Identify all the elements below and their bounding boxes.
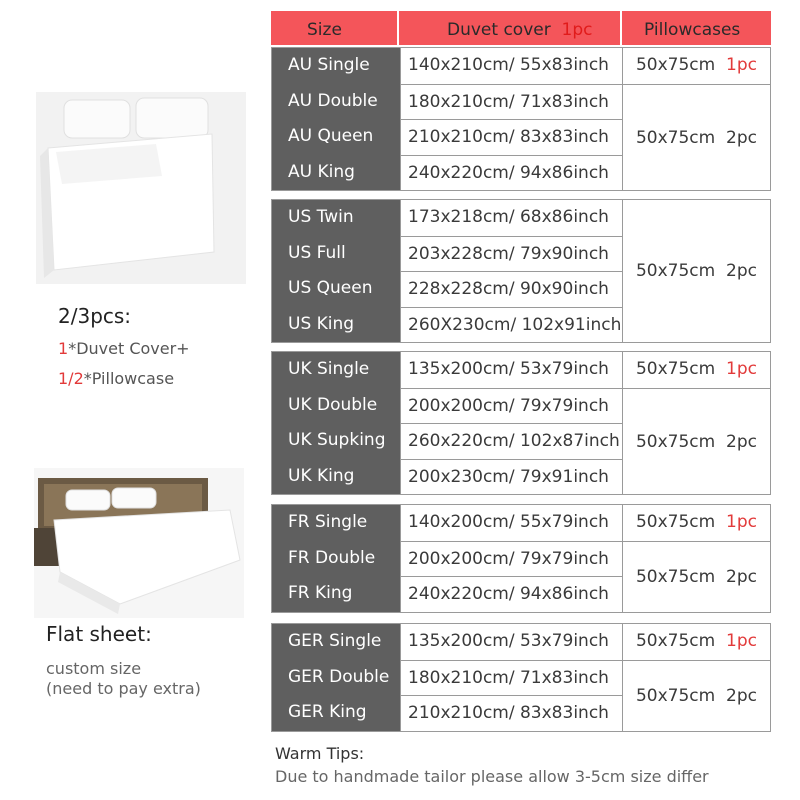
- set-duvet-line: [58, 339, 190, 358]
- size-name-cell: UK King: [288, 465, 355, 486]
- flat-sheet-note-1: custom size: [46, 659, 142, 678]
- pillowcase-cell: [623, 660, 770, 731]
- size-group: [271, 351, 771, 495]
- duvet-label: *Duvet Cover+: [68, 339, 190, 358]
- header-size: Size: [271, 11, 397, 45]
- set-pillow-line: [58, 369, 174, 388]
- duvet-set-image: [36, 92, 246, 284]
- duvet-size-cell: 135x200cm/ 53x79inch: [400, 624, 623, 660]
- pillowcase-cell: [623, 48, 770, 84]
- duvet-size-cell: 210x210cm/ 83x83inch: [400, 119, 623, 155]
- pillowcase-cell: [623, 541, 770, 612]
- size-name-cell: FR Single: [288, 512, 368, 532]
- header-duvet-qty: 1pc: [561, 20, 593, 40]
- size-group: [271, 199, 771, 343]
- size-name-cell: US King: [288, 313, 355, 334]
- size-name-cell: AU Single: [288, 55, 370, 75]
- size-name-cell: FR Double: [288, 547, 376, 568]
- size-name-cell: GER King: [288, 702, 367, 723]
- duvet-size-cell: 240x220cm/ 94x86inch: [400, 576, 623, 612]
- size-name-cell: UK Double: [288, 394, 378, 415]
- pillowcase-cell: [623, 352, 770, 388]
- duvet-size-cell: 200x200cm/ 79x79inch: [400, 541, 623, 577]
- size-name-cell: US Full: [288, 242, 346, 263]
- size-name-cell: FR King: [288, 583, 353, 604]
- pillowcase-qty: 1pc: [726, 359, 757, 379]
- set-title: 2/3pcs:: [58, 304, 132, 328]
- flat-sheet-note-2: (need to pay extra): [46, 679, 201, 698]
- pillowcase-size: 50x75cm: [635, 631, 716, 651]
- size-name-cell: AU King: [288, 161, 355, 182]
- header-duvet-label: Duvet cover: [447, 20, 551, 40]
- duvet-size-cell: 240x220cm/ 94x86inch: [400, 155, 623, 191]
- duvet-size-cell: 260X230cm/ 102x91inch: [400, 307, 623, 343]
- tips-text: Due to handmade tailor please allow 3-5cm size differ: [275, 767, 709, 786]
- pillowcase-size: 50x75cm: [635, 431, 716, 452]
- pillowcase-size: 50x75cm: [635, 261, 716, 281]
- pillowcase-cell: [623, 388, 770, 495]
- tips-title: Warm Tips:: [275, 744, 365, 763]
- duvet-size-cell: 203x228cm/ 79x90inch: [400, 236, 623, 272]
- duvet-qty: 1: [58, 339, 69, 358]
- flat-sheet-image: [34, 468, 244, 618]
- duvet-size-cell: 140x200cm/ 55x79inch: [400, 505, 623, 541]
- size-name-cell: AU Queen: [288, 126, 374, 147]
- pillowcase-cell: [623, 84, 770, 191]
- header-pillowcases: Pillowcases: [622, 11, 771, 45]
- pillow-label: *Pillowcase: [83, 369, 175, 388]
- size-group: [271, 623, 771, 732]
- flat-sheet-title: Flat sheet:: [46, 622, 152, 646]
- pillowcase-qty: 2pc: [726, 261, 757, 281]
- duvet-size-cell: 180x210cm/ 71x83inch: [400, 660, 623, 696]
- duvet-size-cell: 140x210cm/ 55x83inch: [400, 48, 623, 84]
- pillowcase-size: 50x75cm: [635, 685, 716, 706]
- pillowcase-size: 50x75cm: [635, 512, 716, 532]
- pillow-qty: 1/2: [58, 369, 84, 388]
- pillowcase-cell: [623, 505, 770, 541]
- duvet-size-cell: 260x220cm/ 102x87inch: [400, 423, 623, 459]
- duvet-size-cell: 228x228cm/ 90x90inch: [400, 271, 623, 307]
- size-group: [271, 47, 771, 191]
- pillowcase-qty: 2pc: [726, 685, 757, 706]
- size-group: [271, 504, 771, 613]
- duvet-size-cell: 173x218cm/ 68x86inch: [400, 200, 623, 236]
- size-name-cell: GER Double: [288, 666, 390, 687]
- duvet-size-cell: 200x230cm/ 79x91inch: [400, 459, 623, 495]
- size-name-cell: AU Double: [288, 90, 378, 111]
- size-name-cell: US Twin: [288, 207, 354, 227]
- size-name-cell: UK Single: [288, 359, 370, 379]
- pillowcase-size: 50x75cm: [635, 566, 716, 587]
- pillowcase-qty: 2pc: [726, 431, 757, 452]
- pillowcase-cell: [623, 624, 770, 660]
- size-name-cell: US Queen: [288, 278, 373, 299]
- pillowcase-size: 50x75cm: [635, 359, 716, 379]
- size-name-cell: UK Supking: [288, 430, 386, 451]
- duvet-size-cell: 135x200cm/ 53x79inch: [400, 352, 623, 388]
- header-duvet: [399, 11, 620, 45]
- pillowcase-cell: [623, 200, 770, 342]
- pillowcase-size: 50x75cm: [635, 55, 716, 75]
- size-name-cell: GER Single: [288, 631, 382, 651]
- size-table-header: [271, 11, 771, 45]
- pillowcase-qty: 2pc: [726, 127, 757, 148]
- pillowcase-qty: 1pc: [726, 512, 757, 532]
- pillowcase-qty: 1pc: [726, 631, 757, 651]
- pillowcase-qty: 1pc: [726, 55, 757, 75]
- duvet-size-cell: 210x210cm/ 83x83inch: [400, 695, 623, 731]
- duvet-size-cell: 200x200cm/ 79x79inch: [400, 388, 623, 424]
- pillowcase-size: 50x75cm: [635, 127, 716, 148]
- pillowcase-qty: 2pc: [726, 566, 757, 587]
- duvet-size-cell: 180x210cm/ 71x83inch: [400, 84, 623, 120]
